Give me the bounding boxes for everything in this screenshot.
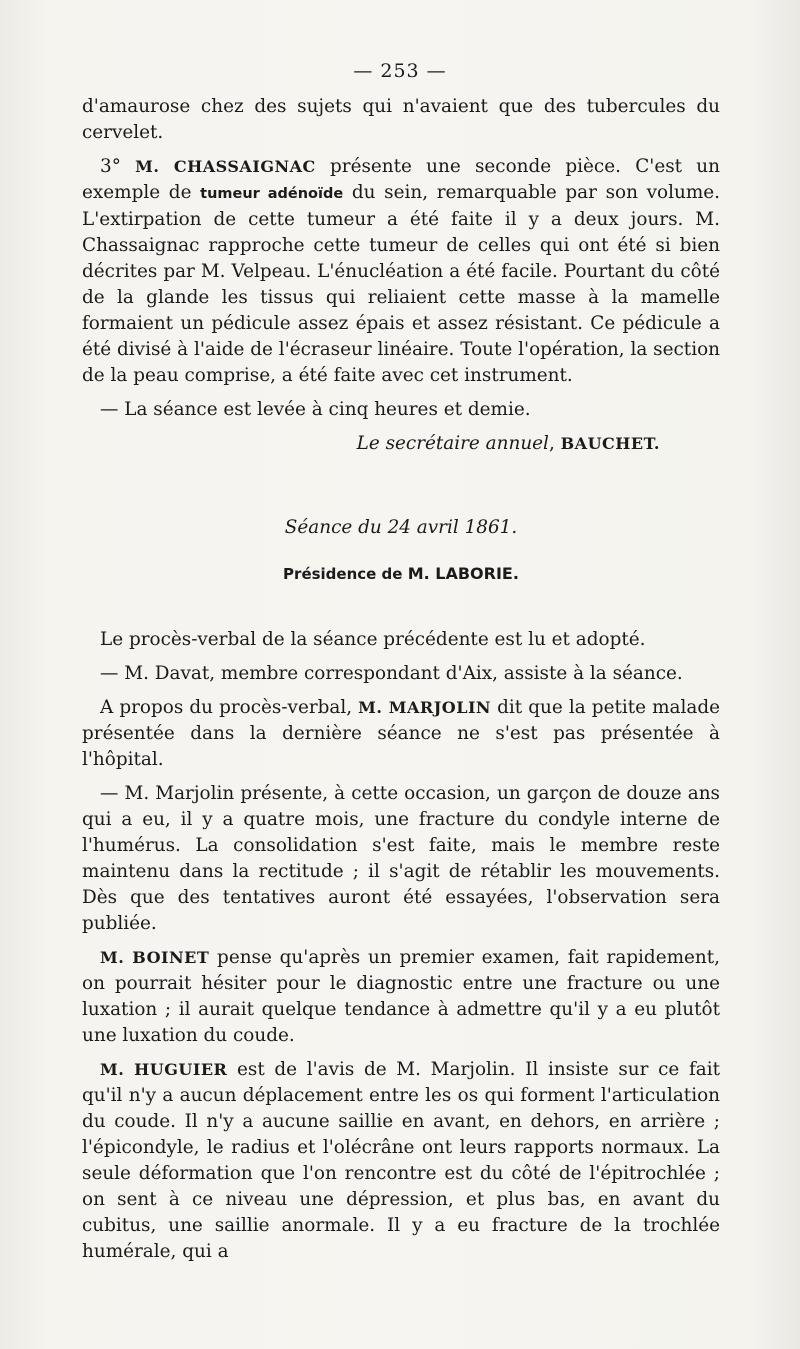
page-number: — 253 — [353,60,447,82]
signature-role: Le secrétaire annuel [356,433,549,454]
speaker-marjolin: M. MARJOLIN [358,698,492,717]
paragraph-davat: — M. Davat, membre correspondant d'Aix, assiste à la séance. [100,663,683,684]
paragraph-boinet [82,945,720,1049]
session-title: Séance du 24 avril 1861. [284,517,518,538]
presidence-heading [82,561,720,587]
paragraph-amaurose: d'amaurose chez des sujets qui n'avaient que des tubercules du cervelet. [82,96,720,143]
paragraph-huguier [82,1057,720,1265]
text-segment: du sein, remarquable par son volume. L'extirpation de cette tumeur a été faite il y a deux jours. M. Chassaignac rapproche cette tumeur de celles qui ont été si bien décrites par M. Velpeau. L'énucléation a été facile. Pourtant du côté de la glande les tissus qui reliaient cette masse à la mamelle formaient un pédicule assez épais et assez résistant. Ce pédicule a été divisé à l'aide de l'écraseur linéaire. Toute l'opération, la section de la peau comprise, a été faite avec cet instrument. [82,182,721,386]
speaker-boinet: M. BOINET [100,948,210,967]
speaker-huguier: M. HUGUIER [100,1060,228,1079]
signature-separator: , [548,433,561,454]
signature-name: BAUCHET. [560,434,660,453]
term-tumeur-adenoide: tumeur adénoïde [200,186,344,202]
text-segment: pense qu'après un premier examen, fait rapidement, on pourrait hésiter pour le diagnostic entre une fracture ou une luxation ; il aurait quelque tendance à admettre qu'il y a eu plutôt une luxation du coude. [82,947,720,1046]
signature [82,431,720,457]
paragraph-seance-levee: — La séance est levée à cinq heures et demie. [100,399,531,420]
paragraph-chassaignac [82,154,720,389]
text-segment: présente une seconde pièce. C'est un exemple de [82,156,720,203]
text-segment: est de l'avis de M. Marjolin. Il insiste sur ce fait qu'il n'y a aucun déplacement entre les os qui forment l'articulation du coude. Il n'y a aucune saillie en avant, en dehors, en arrière ; l'épicondyle, le radius et l'olécrâne ont leurs rapports normaux. La seule déformation que l'on rencontre est du côté de l'épitrochlée ; on sent à ce niveau une dépression, et plus bas, en avant du cubitus, une saillie anormale. Il y a eu fracture de la trochlée humérale, qui a [82,1059,721,1262]
presidence-label: Présidence de [283,565,408,583]
paragraph-marjolin-presente: — M. Marjolin présente, à cette occasion, un garçon de douze ans qui a eu, il y a quatre mois, une fracture du condyle interne de l'humérus. La consolidation s'est faite, mais le membre reste maintenu dans la rectitude ; il s'agit de rétablir les mouvements. Dès que des tentatives auront été essayées, l'observation sera publiée. [82,783,720,934]
body-text [82,94,720,1273]
text-segment: A propos du procès-verbal, [100,697,359,718]
text-segment: dit que la petite malade présentée dans la dernière séance ne s'est pas présentée à l'hôpital. [82,697,721,770]
item-number: 3° [100,156,121,177]
paragraph-proces-verbal: Le procès-verbal de la séance précédente est lu et adopté. [100,629,646,650]
paragraph-marjolin-pv [82,695,720,773]
speaker-chassaignac: M. CHASSAIGNAC [135,157,316,176]
presidence-name: M. LABORIE. [407,564,519,583]
